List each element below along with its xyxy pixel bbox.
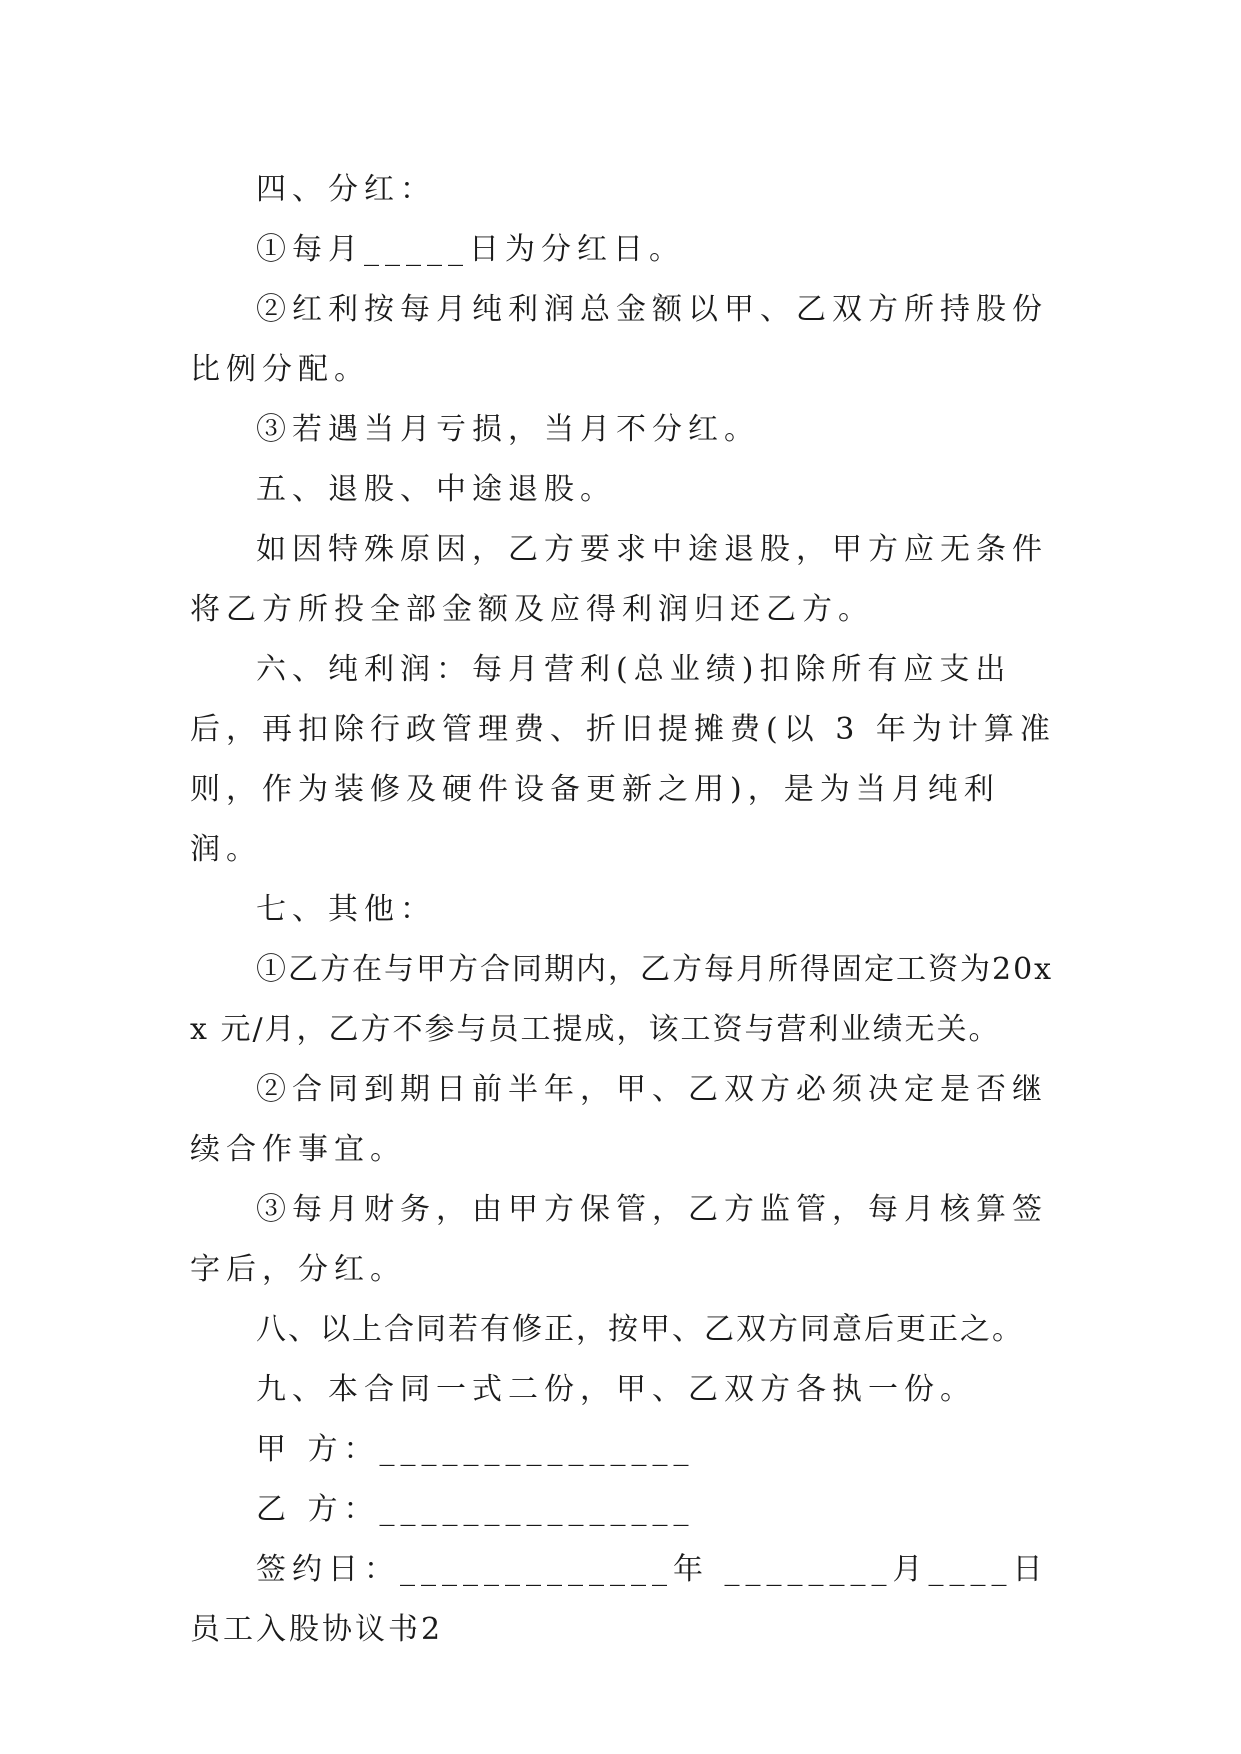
renewal-clause: ②合同到期日前半年，甲、乙双方必须决定是否继续合作事宜。	[190, 1072, 1048, 1167]
party-a-signature-line: 甲 方：_______________	[256, 1432, 695, 1467]
dividend-day-clause: ①每月_____日为分红日。	[256, 232, 685, 267]
document-body	[190, 160, 1070, 1660]
copies-clause: 九、本合同一式二份，甲、乙双方各执一份。	[256, 1372, 976, 1407]
party-b-signature-line: 乙 方：_______________	[256, 1492, 695, 1527]
section-seven-heading: 七、其他：	[256, 892, 436, 927]
fixed-salary-clause: ①乙方在与甲方合同期内，乙方每月所得固定工资为20xx 元/月，乙方不参与员工提成，该工资与营利业绩无关。	[190, 952, 1054, 1047]
loss-month-clause: ③若遇当月亏损，当月不分红。	[256, 412, 760, 447]
next-document-title: 员工入股协议书2	[190, 1612, 444, 1647]
section-five-heading: 五、退股、中途退股。	[256, 472, 616, 507]
signing-date-line: 签约日：_____________年 ________月____日	[256, 1552, 1049, 1587]
net-profit-clause: 六、纯利润：每月营利(总业绩)扣除所有应支出后，再扣除行政管理费、折旧提摊费(以 3 年为计算准则，作为装修及硬件设备更新之用)，是为当月纯利润。	[190, 652, 1056, 867]
amendment-clause: 八、以上合同若有修正，按甲、乙双方同意后更正之。	[256, 1312, 1024, 1347]
finance-clause: ③每月财务，由甲方保管，乙方监管，每月核算签字后，分红。	[190, 1192, 1048, 1287]
withdrawal-clause: 如因特殊原因，乙方要求中途退股，甲方应无条件将乙方所投全部金额及应得利润归还乙方。	[190, 532, 1048, 627]
section-four-heading: 四、分红：	[256, 172, 436, 207]
dividend-ratio-clause: ②红利按每月纯利润总金额以甲、乙双方所持股份比例分配。	[190, 292, 1048, 387]
